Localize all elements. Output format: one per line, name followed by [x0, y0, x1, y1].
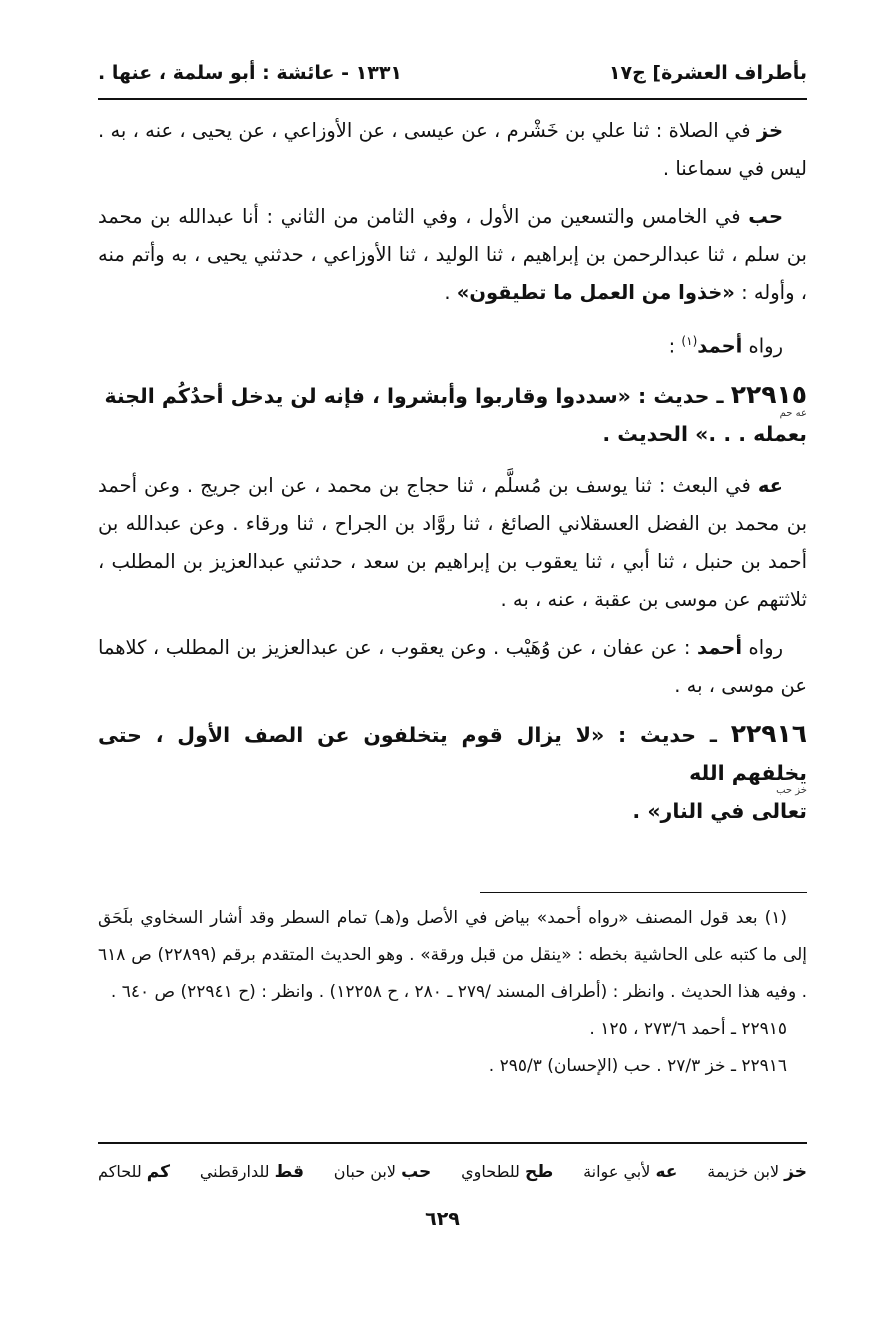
footnote-ref: (١)	[681, 334, 698, 348]
punctuation: .	[444, 281, 457, 304]
abbreviation-symbol: حب	[401, 1162, 432, 1182]
abbreviation-name: لأبي عوانة	[583, 1162, 651, 1181]
abbreviation-name: لابن حبان	[333, 1162, 396, 1181]
abbreviation-name: للحاكم	[98, 1162, 142, 1181]
abbreviation-symbol: كم	[146, 1162, 170, 1182]
header-book-title: بأطراف العشرة] ج١٧	[608, 62, 807, 84]
abbreviation-legend	[98, 1152, 807, 1192]
main-text	[98, 112, 807, 844]
paragraph-ahmad-note	[98, 322, 807, 366]
source-symbol: أحمد	[697, 334, 743, 358]
paragraph-khuzayma	[98, 112, 807, 188]
paragraph-hibban	[98, 198, 807, 312]
header-rule	[98, 98, 807, 100]
abbreviation-item	[583, 1162, 677, 1182]
abbreviation-rule	[98, 1142, 807, 1144]
reference-22915: ٢٢٩١٥ ـ أحمد ٢٧٣/٦ ، ١٢٥ .	[589, 1019, 787, 1039]
hadith-text: «سددوا وقاربوا وأبشروا ، فإنه لن يدخل أحدُكُم الجنة	[104, 383, 631, 408]
source-markers: خز حب	[776, 784, 807, 796]
paragraph-text: في الصلاة : ثنا علي بن خَشْرم ، عن عيسى ، عن الأوزاعي ، عن يحيى ، عنه ، به . ليس في سماعنا .	[98, 119, 807, 180]
abbreviation-item	[98, 1162, 170, 1182]
abbreviation-item	[707, 1162, 807, 1182]
hadith-number: ٢٢٩١٦	[730, 718, 807, 748]
footnote-1: (١) بعد قول المصنف «رواه أحمد» بياض في الأصل و(هـ) تمام السطر وقد أشار السخاوي بلَحَق إلى ما كتبه على الحاشية بخطه : «ينقل من قبل ورقة» . وهو الحديث المتقدم برقم (٢٢٨٩٩) ص ٦١٨ . وفيه هذا الحديث . وانظر : (أطراف المسند /٢٧٩ ـ ٢٨٠ ، ح ١٢٢٥٨) . وانظر : (ح ٢٢٩٤١) ص ٦٤٠ .	[98, 908, 807, 1002]
abbreviation-item	[200, 1162, 304, 1182]
paragraph-text: رواه	[742, 334, 783, 358]
abbreviation-item	[461, 1162, 553, 1182]
hadith-text-continued: بعمله . . .» الحديث .	[602, 421, 807, 446]
abbreviation-name: لابن خزيمة	[707, 1162, 780, 1181]
abbreviation-symbol: عه	[655, 1162, 678, 1182]
abbreviation-name: للطحاوي	[461, 1162, 520, 1181]
hadith-label: ـ حديث :	[630, 383, 731, 408]
hadith-22916	[98, 715, 807, 830]
abbreviation-name: للدارقطني	[199, 1162, 270, 1181]
source-markers: عه حم	[779, 407, 807, 419]
hadith-number: ٢٢٩١٥	[730, 379, 807, 409]
abbreviation-symbol: قط	[274, 1162, 304, 1182]
running-header	[98, 52, 807, 94]
source-symbol: عه	[757, 473, 783, 497]
source-symbol: أحمد	[696, 635, 743, 659]
paragraph-awana	[98, 467, 807, 619]
paragraph-text: في الخامس والتسعين من الأول ، وفي الثامن من الثاني : أنا عبدالله بن محمد بن سلم ، ثنا عبدالرحمن بن إبراهيم ، ثنا الوليد ، ثنا الأوزاعي ، حدثني يحيى ، به وأتم منه ، وأوله :	[98, 205, 807, 304]
abbreviation-item	[334, 1162, 432, 1182]
reference-22916: ٢٢٩١٦ ـ خز ٢٧/٣ . حب (الإحسان) ٢٩٥/٣ .	[488, 1056, 787, 1076]
page-number: ٦٢٩	[425, 1208, 460, 1230]
paragraph-text: : عن عفان ، عن وُهَيْب . وعن يعقوب ، عن عبدالعزيز بن المطلب ، كلاهما عن موسى ، به .	[98, 635, 807, 697]
source-symbol: خز	[756, 119, 783, 142]
footnote-separator	[480, 892, 807, 893]
source-symbol: حب	[748, 205, 783, 228]
abbreviation-symbol: طح	[524, 1162, 554, 1182]
paragraph-ahmad	[98, 629, 807, 705]
paragraph-text: في البعث : ثنا يوسف بن مُسلَّم ، ثنا حجاج بن محمد ، عن ابن جريج . وعن أحمد بن محمد بن الفضل العسقلاني الصائغ ، ثنا روَّاد بن الجراح ، ثنا ورقاء . وعن عبدالله بن أحمد بن حنبل ، ثنا أبي ، ثنا يعقوب بن إبراهيم بن سعد ، حدثني عبدالعزيز بن المطلب ، ثلاثتهم عن موسى بن عقبة ، عنه ، به .	[98, 473, 807, 611]
punctuation: :	[668, 334, 682, 358]
header-chapter-title: ١٣٣١ - عائشة : أبو سلمة ، عنها .	[98, 62, 403, 84]
hadith-label: ـ حديث :	[604, 722, 731, 747]
quoted-hadith: «خذوا من العمل ما تطيقون»	[456, 281, 735, 304]
abbreviation-symbol: خز	[784, 1162, 807, 1182]
hadith-text-continued: تعالى في النار» .	[632, 798, 807, 823]
footnotes	[98, 900, 807, 1085]
paragraph-text: رواه	[742, 635, 783, 659]
hadith-text: «لا يزال قوم يتخلفون عن الصف الأول ، حتى يخلفهم الله	[98, 722, 807, 785]
hadith-22915	[98, 376, 807, 453]
